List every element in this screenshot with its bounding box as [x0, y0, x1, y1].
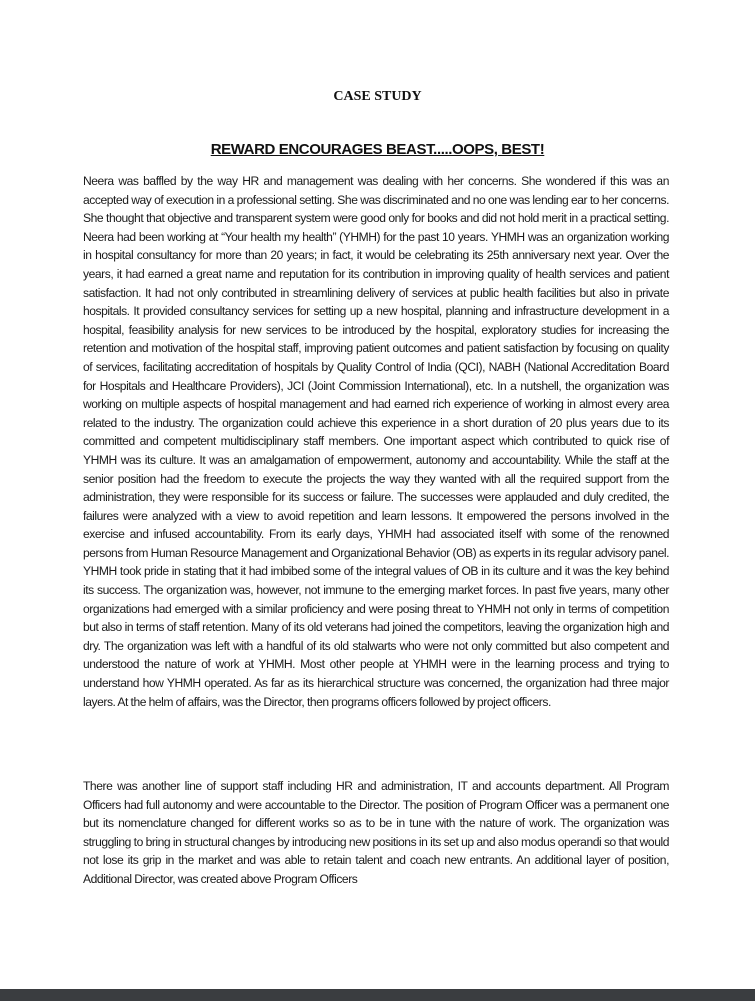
body-paragraph-1: Neera was baffled by the way HR and management was dealing with her concerns. She wondered if this was an accepted way of execution in a professional setting. She was discriminated and no one was lending ear to her concerns. She thought that objective and transparent system were good only for books and did not hold merit in a practical setting. Neera had been working at “Your health my health” (YHMH) for the past 10 years. YHMH was an organization working in hospital consultancy for more than 20 years; in fact, it would be celebrating its 25th anniversary next year. Over the years, it had earned a great name and reputation for its contribution in improving quality of health services and patient satisfaction. It had not only contributed in streamlining delivery of services at public health facilities but also in private hospitals. It provided consultancy services for setting up a new hospital, planning and infrastructure development in a hospital, feasibility analysis for new services to be introduced by the hospital, exploratory studies for increasing the retention and motivation of the hospital staff, improving patient outcomes and patient satisfaction by focusing on quality of services, facilitating accreditation of hospitals by Quality Control of India (QCI), NABH (National Accreditation Board for Hospitals and Healthcare Providers), JCI (Joint Commission International), etc. In a nutshell, the organization was working on multiple aspects of hospital management and had earned rich experience of working in almost every area related to the industry. The organization could achieve this experience in a short duration of 20 plus years due to its committed and competent multidisciplinary staff members. One important aspect which contributed to quick rise of YHMH was its culture. It was an amalgamation of empowerment, autonomy and accountability. While the staff at the senior position had the freedom to execute the projects the way they wanted with all the required support from the administration, they were responsible for its success or failure. The successes were applauded and duly credited, the failures were analyzed with a view to avoid repetition and learn lessons. It empowered the persons involved in the exercise and infused accountability. From its early days, YHMH had associated itself with some of the renowned persons from Human Resource Management and Organizational Behavior (OB) as experts in its regular advisory panel. YHMH took pride in stating that it had imbibed some of the integral values of OB in its culture and it was the key behind its success. The organization was, however, not immune to the emerging market forces. In past five years, many other organizations had emerged with a similar proficiency and were posing threat to YHMH not only in terms of competition but also in terms of staff retention. Many of its old veterans had joined the competitors, leaving the organization high and dry. The organization was left with a handful of its old stalwarts who were not only committed but also competent and understood the nature of work at YHMH. Most other people at YHMH were in the learning process and trying to understand how YHMH operated. As far as its hierarchical structure was concerned, the organization had three major layers. At the helm of affairs, was the Director, then programs officers followed by project officers. [83, 174, 669, 709]
viewer-bottom-bar [0, 989, 755, 1001]
case-study-heading: CASE STUDY [333, 89, 422, 104]
case-title: REWARD ENCOURAGES BEAST.....OOPS, BEST! [210, 141, 545, 158]
body-paragraph-2: There was another line of support staff including HR and administration, IT and accounts department. All Program Officers had full autonomy and were accountable to the Director. The position of Program Officer was a permanent one but its nomenclature changed for different works so as to be in tune with the nature of work. The organization was struggling to bring in structural changes by introducing new positions in its set up and also modus operandi so that would not lose its grip in the market and was able to retain talent and coach new entrants. An additional layer of position, Additional Director, was created above Program Officers [83, 779, 669, 886]
